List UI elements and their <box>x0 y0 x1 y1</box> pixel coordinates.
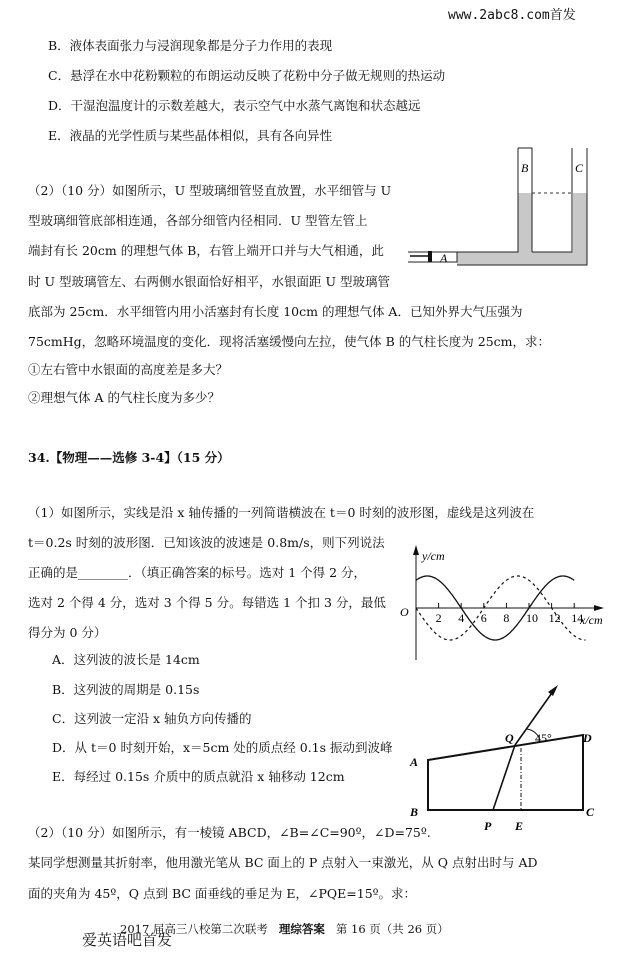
q34-1-line: 选对 2 个得 4 分，选对 3 个得 5 分。每错选 1 个扣 3 分，最低 <box>28 595 386 610</box>
q33-2-question-2: ②理想气体 A 的气柱长度为多少？ <box>28 390 220 405</box>
source-header: www.2abc8.com首发 <box>448 8 576 23</box>
q34-option-d: D．从 t＝0 时刻开始，x＝5cm 处的质点经 0.1s 振动到波峰 <box>52 740 393 755</box>
x-tick-label: 8 <box>503 611 510 625</box>
x-axis-arrow-icon <box>594 605 604 611</box>
footer-exam: 2017 届高三八校第二次联考 <box>120 922 268 936</box>
q33-2-line: （2）（10 分）如图所示，U 型玻璃细管竖直放置，水平细管与 U <box>28 183 392 198</box>
option-b: B．液体表面张力与浸润现象都是分子力作用的表现 <box>48 38 333 53</box>
label-c: C <box>586 805 595 819</box>
q34-2-line: 某同学想测量其折射率，他用激光笔从 BC 面上的 P 点射入一束激光，从 Q 点射出时与 AD <box>28 855 538 870</box>
prism-diagram <box>409 685 595 833</box>
x-tick-label: 4 <box>458 611 465 625</box>
q34-2-line: 面的夹角为 45º，Q 点到 BC 面垂线的垂足为 E，∠PQE=15º。求： <box>28 886 417 901</box>
x-axis-label: x/cm <box>580 613 603 627</box>
q34-option-a: A．这列波的波长是 14cm <box>52 652 200 667</box>
label-c: C <box>575 161 584 175</box>
x-tick-label: 10 <box>526 611 538 625</box>
x-tick-label: 12 <box>548 611 561 625</box>
q34-1-line: t＝0.2s 时刻的波形图．已知该波的波速是 0.8m/s，则下列说法 <box>28 535 385 550</box>
option-e: E．液晶的光学性质与某些晶体相似，具有各向异性 <box>48 128 333 143</box>
q33-2-line: 端封有长 20cm 的理想气体 B，右管上端开口并与大气相通，此 <box>28 243 384 258</box>
y-axis-label: y/cm <box>422 549 445 563</box>
option-c: C．悬浮在水中花粉颗粒的布朗运动反映了花粉中分子做无规则的热运动 <box>48 68 446 83</box>
origin-label: O <box>400 605 409 619</box>
angle-label: 45° <box>535 731 552 745</box>
watermark: 爱英语吧首发 <box>82 931 173 949</box>
q33-2-question-1: ①左右管中水银面的高度差是多大？ <box>28 362 229 377</box>
option-d: D．干湿泡温度计的示数差越大，表示空气中水蒸气离饱和状态越远 <box>48 98 421 113</box>
label-b: B <box>521 161 529 175</box>
q33-2-line: 75cmHg，忽略环境温度的变化．现将活塞缓慢向左拉，使气体 B 的气柱长度为 25cm，求： <box>28 334 551 349</box>
q34-1-line: （1）如图所示，实线是沿 x 轴传播的一列简谐横波在 t＝0 时刻的波形图，虚线是这列波在 <box>28 505 535 520</box>
footer-page: 第 16 页（共 26 页） <box>335 922 449 936</box>
x-tick-label: 6 <box>480 611 487 625</box>
label-d: D <box>583 731 592 745</box>
label-b: B <box>410 805 419 819</box>
section-title: 34.【物理——选修 3-4】（15 分） <box>28 450 230 465</box>
q34-1-line: 正确的是________．（填正确答案的标号。选对 1 个得 2 分， <box>28 565 367 580</box>
wave-graph <box>400 545 604 660</box>
footer-subject: 理综答案 <box>278 922 325 936</box>
y-axis-arrow-icon <box>413 545 419 555</box>
q34-2-line: （2）（10 分）如图所示，有一棱镜 ABCD，∠B=∠C=90º，∠D=75º. <box>28 825 431 840</box>
x-tick-label: 14 <box>571 611 584 625</box>
label-q: Q <box>505 731 514 745</box>
label-e: E <box>515 819 524 833</box>
u-tube-diagram <box>408 148 587 265</box>
q33-2-line: 型玻璃细管底部相连通，各部分细管内径相同．U 型管左管上 <box>28 213 368 228</box>
ray-arrow-icon <box>548 685 558 696</box>
q34-option-c: C．这列波一定沿 x 轴负方向传播的 <box>52 711 252 726</box>
q33-2-line: 底部为 25cm．水平细管内用小活塞封有长度 10cm 的理想气体 A．已知外界大气压强为 <box>28 304 523 319</box>
label-p: P <box>484 819 492 833</box>
q33-2-line: 时 U 型玻璃管左、右两侧水银面恰好相平，水银面距 U 型玻璃管 <box>28 274 390 289</box>
label-a: A <box>440 251 448 265</box>
q34-1-line: 得分为 0 分） <box>28 625 107 640</box>
q34-option-e: E．每经过 0.15s 介质中的质点就沿 x 轴移动 12cm <box>52 769 345 784</box>
x-tick-label: 2 <box>435 611 442 625</box>
q34-option-b: B．这列波的周期是 0.15s <box>52 682 200 697</box>
label-a: A <box>410 755 419 769</box>
